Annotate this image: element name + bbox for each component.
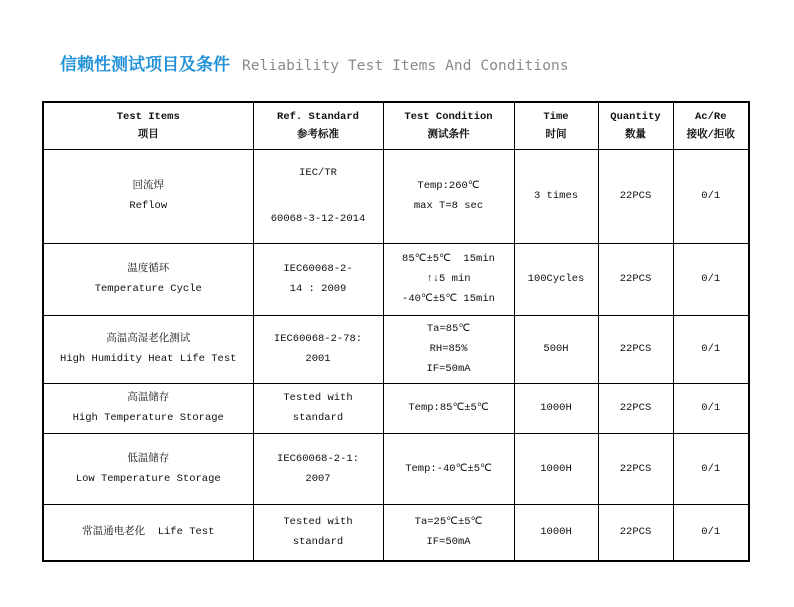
standard-line: 60068-3-12-2014 — [270, 213, 366, 225]
cell-time: 3 times — [514, 149, 598, 243]
condition-line: IF=50mA — [426, 536, 471, 549]
cell-quantity: 22PCS — [598, 315, 673, 383]
cell-test-condition — [383, 315, 514, 383]
condition-line: Ta=85℃ — [426, 323, 471, 335]
cell-ac-re: 0/1 — [673, 149, 749, 243]
test-item-en: Temperature Cycle — [94, 283, 202, 295]
cell-test-item — [43, 383, 253, 433]
condition-line: max T=8 sec — [413, 200, 484, 212]
header-ac-re — [673, 102, 749, 149]
header-label-en: Test Condition — [404, 110, 493, 123]
cell-test-condition — [383, 243, 514, 315]
cell-ref-standard — [253, 504, 383, 561]
cell-time: 1000H — [514, 504, 598, 561]
cell-time: 1000H — [514, 383, 598, 433]
standard-line: 14 : 2009 — [289, 283, 347, 295]
header-time — [514, 102, 598, 149]
table-row — [43, 315, 749, 383]
cell-ref-standard — [253, 315, 383, 383]
table-row — [43, 243, 749, 315]
header-label-en: Test Items — [116, 110, 180, 123]
table-row — [43, 149, 749, 243]
standard-line: 2001 — [305, 353, 331, 365]
header-label-cn: 参考标准 — [297, 128, 339, 141]
condition-line: Temp:260℃ — [417, 180, 480, 192]
standard-line: IEC/TR — [299, 167, 337, 179]
test-item-cn: 回流焊 — [132, 180, 164, 192]
standard-line: IEC60068-2- — [283, 263, 353, 275]
condition-line: Temp:-40℃±5℃ — [405, 462, 492, 475]
test-item-cn: 高温储存 — [127, 392, 170, 404]
condition-line: RH=85% — [429, 343, 468, 355]
cell-ref-standard — [253, 383, 383, 433]
test-item-en: High Humidity Heat Life Test — [60, 353, 237, 365]
cell-ref-standard — [253, 149, 383, 243]
cell-time: 1000H — [514, 433, 598, 504]
cell-ac-re: 0/1 — [673, 383, 749, 433]
test-item-cn: 低温储存 — [127, 452, 170, 465]
table-header-row — [43, 102, 749, 149]
cell-ref-standard — [253, 243, 383, 315]
cell-ref-standard — [253, 433, 383, 504]
cell-test-condition — [383, 383, 514, 433]
header-label-en: Ac/Re — [694, 110, 727, 123]
cell-quantity: 22PCS — [598, 149, 673, 243]
header-test-items — [43, 102, 253, 149]
test-item-en: Reflow — [129, 200, 168, 212]
cell-quantity: 22PCS — [598, 504, 673, 561]
cell-ac-re: 0/1 — [673, 504, 749, 561]
header-label-cn: 测试条件 — [427, 128, 470, 141]
cell-test-item — [43, 243, 253, 315]
cell-test-item — [43, 433, 253, 504]
condition-line: -40℃±5℃ 15min — [402, 293, 495, 305]
cell-test-item — [43, 149, 253, 243]
header-label-en: Quantity — [610, 110, 661, 123]
cell-time: 100Cycles — [514, 243, 598, 315]
standard-line: Tested with — [283, 392, 353, 404]
condition-line: Temp:85℃±5℃ — [408, 402, 489, 414]
reliability-test-table — [42, 101, 750, 562]
cell-test-condition — [383, 433, 514, 504]
header-quantity — [598, 102, 673, 149]
cell-ac-re: 0/1 — [673, 315, 749, 383]
condition-line: IF=50mA — [426, 363, 471, 375]
test-item-en: High Temperature Storage — [72, 412, 224, 424]
document-title — [60, 55, 569, 75]
header-label-cn: 项目 — [137, 128, 159, 141]
standard-line: standard — [292, 412, 344, 424]
test-item-cn: 温度循环 — [127, 263, 170, 275]
condition-line: 85℃±5℃ 15min — [402, 253, 495, 265]
cell-test-item — [43, 504, 253, 561]
cell-quantity: 22PCS — [598, 383, 673, 433]
standard-line: IEC60068-2-78: — [273, 333, 363, 345]
test-item-combined: 常温通电老化 Life Test — [82, 526, 215, 539]
title-english: Reliability Test Items And Conditions — [242, 58, 569, 74]
standard-line: Tested with — [283, 516, 353, 529]
cell-quantity: 22PCS — [598, 433, 673, 504]
cell-time: 500H — [514, 315, 598, 383]
condition-line: ↑↓5 min — [426, 273, 471, 285]
header-ref-standard — [253, 102, 383, 149]
cell-quantity: 22PCS — [598, 243, 673, 315]
cell-test-item — [43, 315, 253, 383]
header-label-cn: 接收/拒收 — [686, 128, 735, 141]
cell-ac-re: 0/1 — [673, 433, 749, 504]
table-row — [43, 504, 749, 561]
table-row — [43, 383, 749, 433]
standard-line: standard — [292, 536, 344, 549]
standard-line: IEC60068-2-1: — [277, 452, 359, 465]
test-item-en: Low Temperature Storage — [75, 472, 221, 485]
cell-ac-re: 0/1 — [673, 243, 749, 315]
header-label-cn: 时间 — [545, 128, 567, 141]
header-label-en: Time — [543, 110, 569, 123]
header-label-en: Ref. Standard — [277, 110, 359, 123]
table-row — [43, 433, 749, 504]
condition-line: Ta=25℃±5℃ — [414, 516, 483, 529]
test-item-cn: 高温高湿老化测试 — [106, 333, 191, 345]
header-test-condition — [383, 102, 514, 149]
standard-line: 2007 — [305, 472, 331, 485]
header-label-cn: 数量 — [625, 128, 646, 141]
cell-test-condition — [383, 504, 514, 561]
cell-test-condition — [383, 149, 514, 243]
title-chinese: 信赖性测试项目及条件 — [60, 55, 230, 74]
